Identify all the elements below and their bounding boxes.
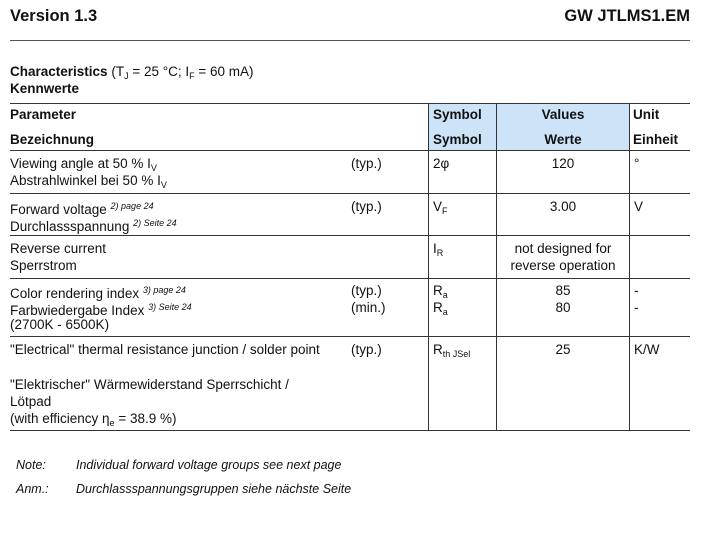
table-row-unit: - [634,300,639,315]
table-row-value: 85 [555,283,571,298]
table-row-param-en: Color rendering index $^{3) page 24}$ [10,285,186,301]
note-label: Note: [16,458,46,472]
table-header-rule [10,150,690,151]
table-row-param-de: Sperrstrom [10,258,77,273]
column-header-parameter: Parameter [10,107,77,122]
table-row-param-de: Farbwiedergabe Index $^{3) Seite 24}$ [10,302,192,318]
table-top-rule [10,103,690,104]
table-row-param-de: Lötpad [10,394,52,409]
table-row-value: not designed for [514,241,612,256]
column-header-values: Values [541,107,585,122]
table-row-condition: (typ.) [351,199,382,214]
column-header-values-de: Werte [544,132,582,147]
table-row-symbol: $I_R$ [433,241,444,258]
table-row-symbol: $R_a$ [433,300,448,317]
table-row-symbol: $R_{th JSel}$ [433,342,471,359]
characteristics-title: Characteristics ($T_J = 25$ °C; $I_F = 60$ mA) [10,64,254,81]
table-row-param-en: Forward voltage $^{2) page 24}$ [10,201,154,217]
row-divider [10,336,690,337]
table-row-param-en: Viewing angle at 50 % $I_V$ [10,156,157,173]
table-row-param-en: "Electrical" thermal resistance junction / solder point [10,342,320,357]
column-header-unit: Unit [633,107,660,122]
table-row-symbol: 2φ [433,156,450,171]
table-row-condition: (min.) [351,300,386,315]
note-text: Individual forward voltage groups see next page [76,458,342,472]
header-rule [10,40,690,41]
table-row-param-de: "Elektrischer" Wärmewiderstand Sperrschicht / [10,377,289,392]
table-row-value: reverse operation [510,258,616,273]
table-row-value: 3.00 [549,199,577,214]
column-header-unit-de: Einheit [633,132,679,147]
table-row-unit: K/W [634,342,660,357]
column-header-symbol-de: Symbol [433,132,482,147]
table-row-param-de: Durchlassspannung $^{2) Seite 24}$ [10,218,177,234]
table-row-symbol: $R_a$ [433,283,448,300]
characteristics-subtitle: Kennwerte [10,81,80,96]
table-row-value: 25 [555,342,571,357]
table-row-condition: (typ.) [351,283,382,298]
row-divider [10,235,690,236]
column-divider [428,103,429,431]
table-row-unit: ° [634,156,640,171]
note-label: Anm.: [16,482,49,496]
note-text: Durchlassspannungsgruppen siehe nächste Seite [76,482,352,496]
part-number: GW JTLMS1.EM [564,7,690,25]
table-row-param-en: Reverse current [10,241,107,256]
row-divider [10,278,690,279]
table-row-param-efficiency: (with efficiency $\eta_e = 38.9$ %) [10,411,177,428]
column-header-symbol: Symbol [433,107,482,122]
table-row-condition: (typ.) [351,156,382,171]
table-row-value: 80 [555,300,571,315]
table-row-condition: (typ.) [351,342,382,357]
document-version: Version 1.3 [10,7,98,25]
table-row-value: 120 [551,156,575,171]
table-row-param-range: (2700K - 6500K) [10,317,110,332]
table-row-symbol: $V_F$ [433,199,448,216]
column-divider [629,103,630,431]
table-row-param-de: Abstrahlwinkel bei 50 % $I_V$ [10,173,167,190]
table-row-unit: V [634,199,644,214]
column-header-parameter-de: Bezeichnung [10,132,95,147]
table-row-unit: - [634,283,639,298]
